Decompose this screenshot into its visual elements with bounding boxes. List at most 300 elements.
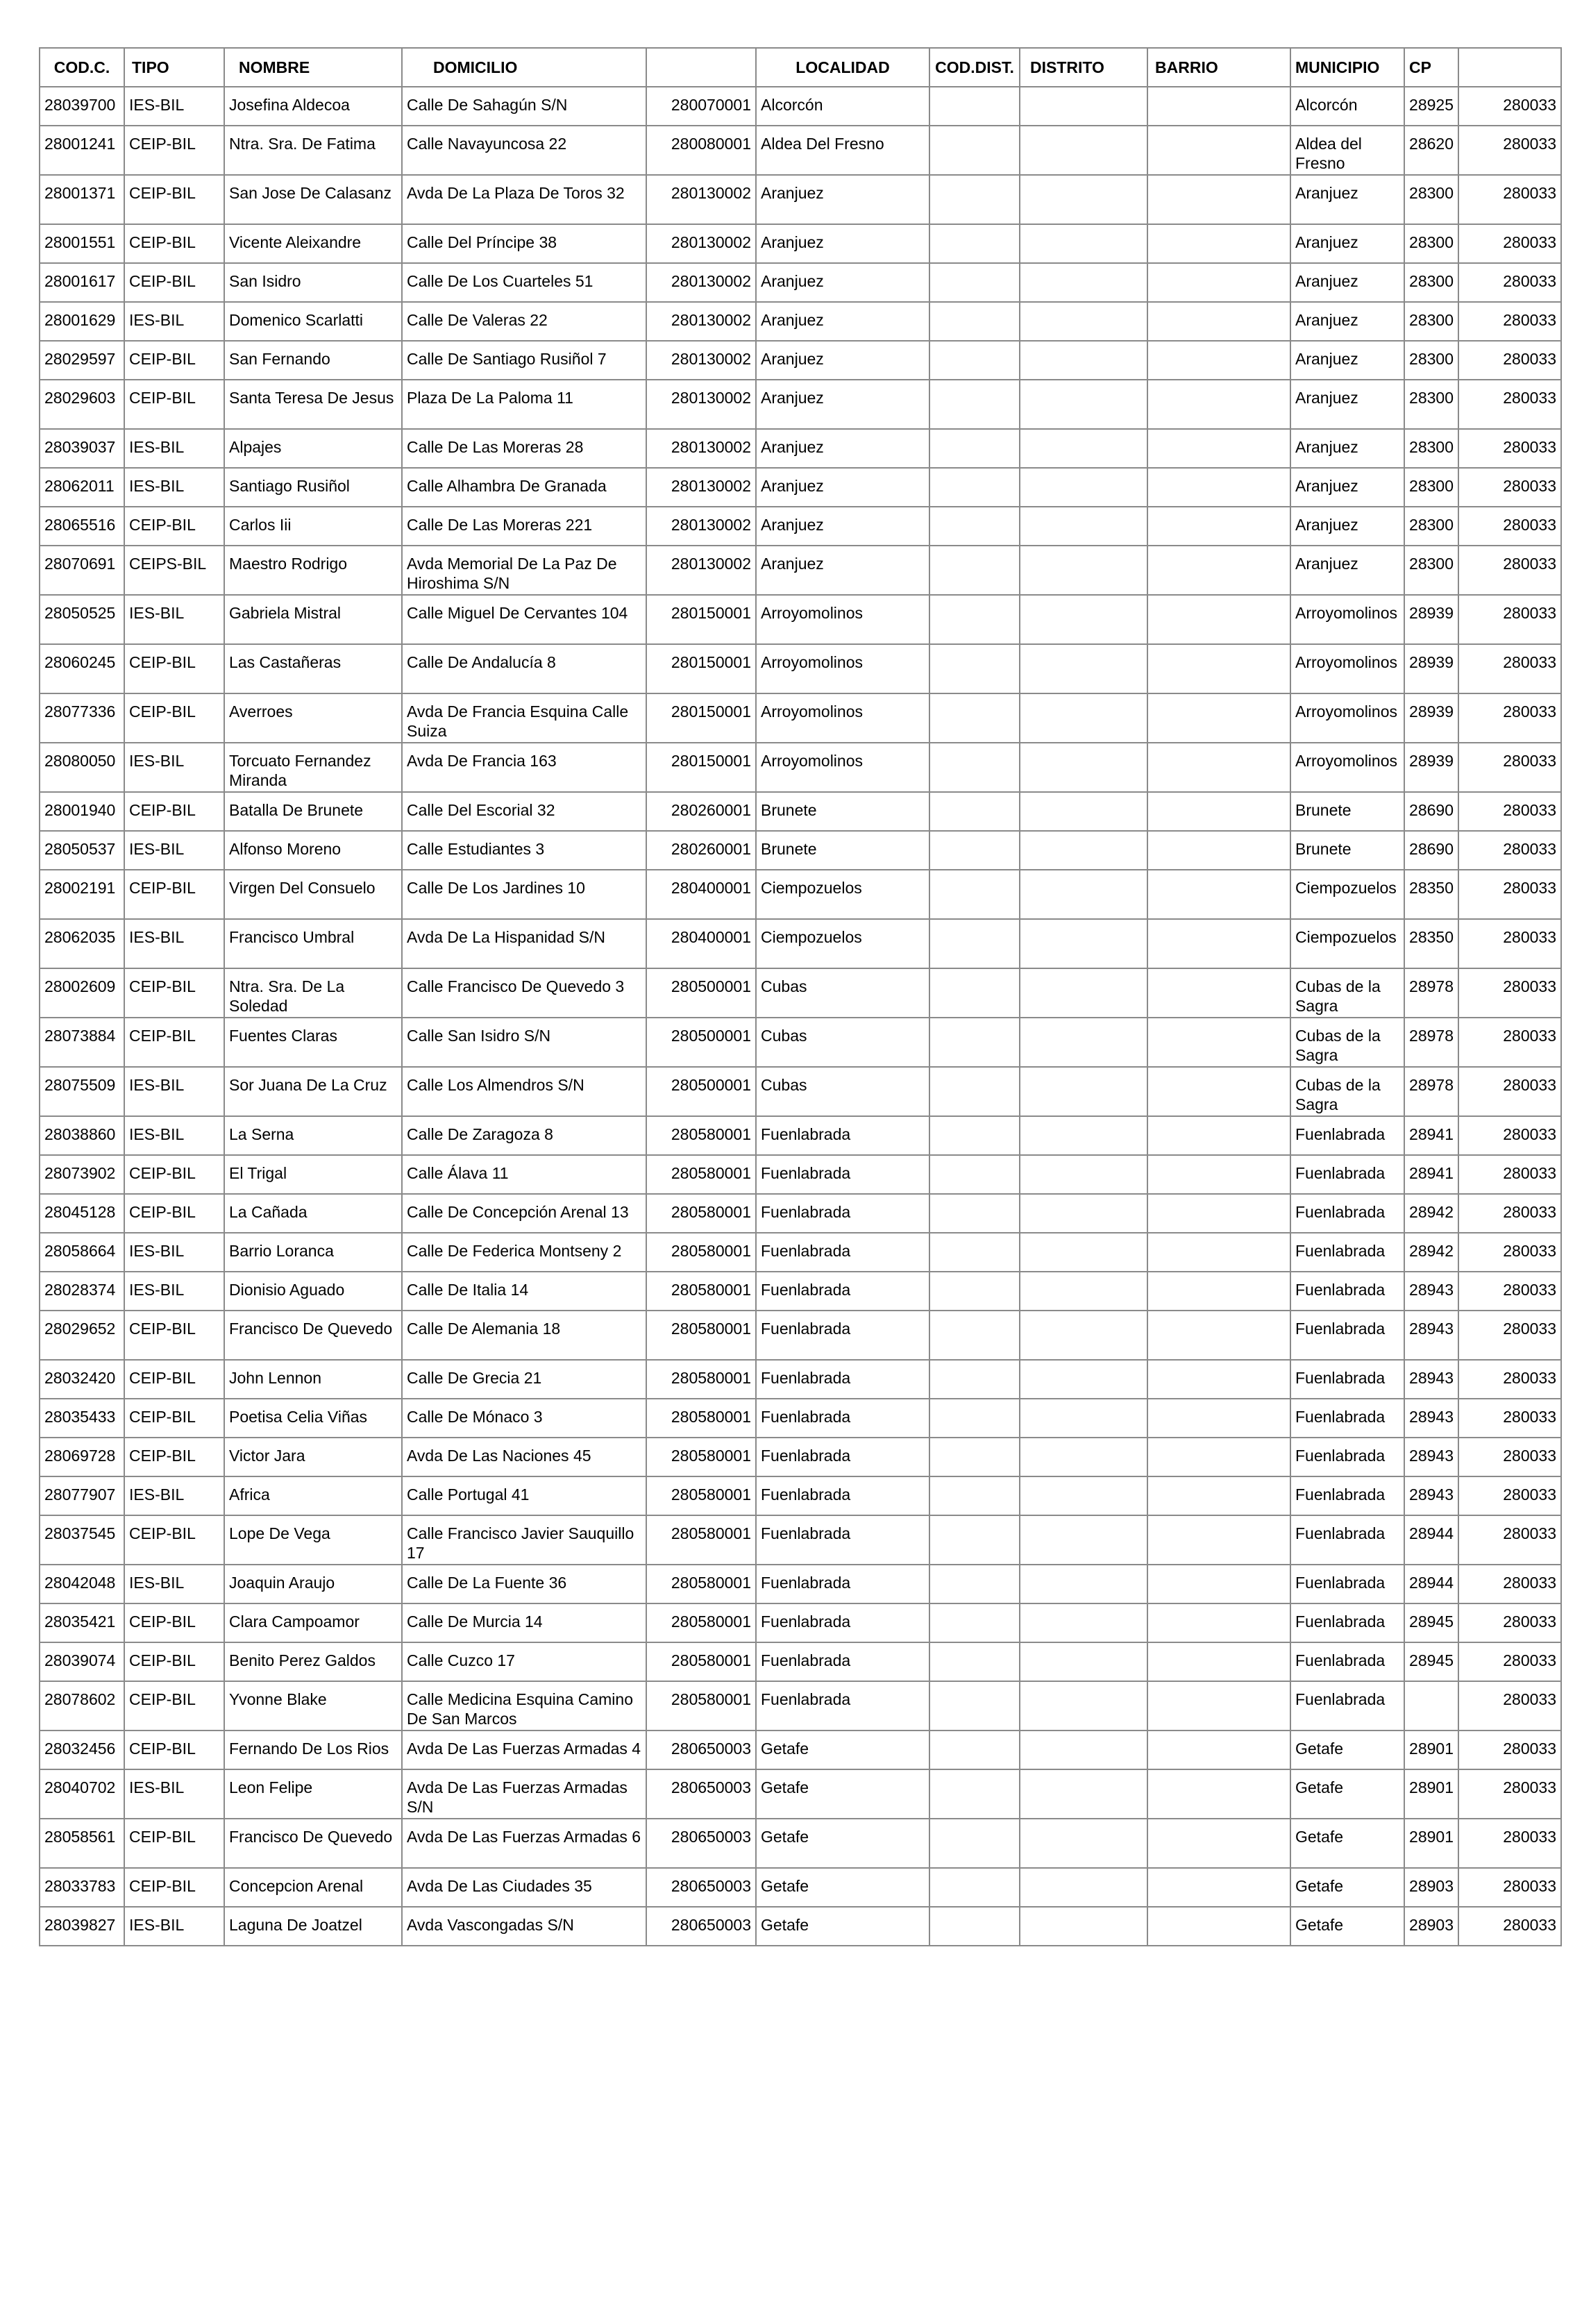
cell-distrito [1020, 1272, 1147, 1311]
cell-municipio: Arroyomolinos [1290, 693, 1404, 743]
header-blank-1 [646, 48, 756, 87]
cell-cod-dist [929, 1155, 1020, 1194]
cell-nombre: Francisco Umbral [224, 919, 402, 968]
cell-nombre: Ntra. Sra. De La Soledad [224, 968, 402, 1018]
table-row [40, 743, 1561, 792]
cell-barrio [1147, 87, 1290, 126]
cell-domicilio: Calle De Los Cuarteles 51 [402, 263, 646, 302]
cell-localidad: Ciempozuelos [756, 870, 929, 919]
cell-municipio: Aranjuez [1290, 380, 1404, 429]
cell-nombre: Sor Juana De La Cruz [224, 1067, 402, 1116]
cell-cod-dist [929, 831, 1020, 870]
table-row [40, 1868, 1561, 1907]
cell-cod-c: 28078602 [40, 1681, 124, 1731]
cell-barrio [1147, 1868, 1290, 1907]
cell-distrito [1020, 87, 1147, 126]
cell-cod-c: 28001940 [40, 792, 124, 831]
cell-localidad: Fuenlabrada [756, 1565, 929, 1603]
cell-distrito [1020, 175, 1147, 224]
cell-codigo: 280130002 [646, 380, 756, 429]
cell-domicilio: Calle De Zaragoza 8 [402, 1116, 646, 1155]
cell-localidad: Fuenlabrada [756, 1116, 929, 1155]
table-row [40, 1233, 1561, 1272]
cell-codigo: 280650003 [646, 1731, 756, 1769]
cell-cod-dist [929, 126, 1020, 175]
cell-localidad: Fuenlabrada [756, 1681, 929, 1731]
cell-cod-c: 28062035 [40, 919, 124, 968]
cell-cp: 28939 [1404, 644, 1458, 693]
cell-codigo-ext: 280033 [1458, 1438, 1561, 1476]
cell-cod-c: 28070691 [40, 546, 124, 595]
cell-cp: 28945 [1404, 1603, 1458, 1642]
cell-municipio: Fuenlabrada [1290, 1399, 1404, 1438]
cell-codigo: 280580001 [646, 1233, 756, 1272]
cell-cod-dist [929, 644, 1020, 693]
cell-codigo-ext: 280033 [1458, 743, 1561, 792]
cell-codigo-ext: 280033 [1458, 1360, 1561, 1399]
cell-distrito [1020, 1642, 1147, 1681]
cell-domicilio: Avda De Las Fuerzas Armadas 4 [402, 1731, 646, 1769]
cell-tipo: CEIP-BIL [124, 507, 224, 546]
cell-localidad: Aranjuez [756, 380, 929, 429]
cell-tipo: IES-BIL [124, 302, 224, 341]
cell-distrito [1020, 831, 1147, 870]
cell-tipo: CEIP-BIL [124, 870, 224, 919]
cell-codigo-ext: 280033 [1458, 1194, 1561, 1233]
cell-barrio [1147, 1067, 1290, 1116]
cell-distrito [1020, 1868, 1147, 1907]
cell-localidad: Fuenlabrada [756, 1603, 929, 1642]
cell-cod-c: 28037545 [40, 1515, 124, 1565]
cell-localidad: Aranjuez [756, 507, 929, 546]
cell-domicilio: Calle Del Príncipe 38 [402, 224, 646, 263]
cell-codigo-ext: 280033 [1458, 302, 1561, 341]
table-row [40, 224, 1561, 263]
cell-cp: 28943 [1404, 1360, 1458, 1399]
cell-distrito [1020, 546, 1147, 595]
cell-cp: 28300 [1404, 380, 1458, 429]
cell-localidad: Aranjuez [756, 175, 929, 224]
cell-nombre: Francisco De Quevedo [224, 1311, 402, 1360]
table-row [40, 870, 1561, 919]
cell-distrito [1020, 1018, 1147, 1067]
cell-codigo-ext: 280033 [1458, 1155, 1561, 1194]
cell-tipo: CEIP-BIL [124, 1194, 224, 1233]
cell-distrito [1020, 1116, 1147, 1155]
cell-domicilio: Calle De La Fuente 36 [402, 1565, 646, 1603]
cell-cod-dist [929, 341, 1020, 380]
cell-cod-dist [929, 1515, 1020, 1565]
cell-nombre: Santa Teresa De Jesus [224, 380, 402, 429]
cell-cp: 28978 [1404, 968, 1458, 1018]
cell-cp: 28943 [1404, 1272, 1458, 1311]
cell-cod-c: 28002191 [40, 870, 124, 919]
cell-tipo: CEIP-BIL [124, 1311, 224, 1360]
cell-nombre: Josefina Aldecoa [224, 87, 402, 126]
cell-domicilio: Calle De Murcia 14 [402, 1603, 646, 1642]
cell-cod-c: 28050537 [40, 831, 124, 870]
cell-distrito [1020, 1769, 1147, 1819]
cell-nombre: Lope De Vega [224, 1515, 402, 1565]
cell-cod-c: 28035433 [40, 1399, 124, 1438]
cell-codigo: 280150001 [646, 693, 756, 743]
cell-localidad: Brunete [756, 831, 929, 870]
cell-municipio: Fuenlabrada [1290, 1681, 1404, 1731]
header-municipio: MUNICIPIO [1290, 48, 1404, 87]
cell-codigo-ext: 280033 [1458, 1819, 1561, 1868]
cell-codigo-ext: 280033 [1458, 263, 1561, 302]
cell-municipio: Fuenlabrada [1290, 1476, 1404, 1515]
table-header-row [40, 48, 1561, 87]
table-row [40, 1438, 1561, 1476]
cell-barrio [1147, 1360, 1290, 1399]
cell-tipo: CEIP-BIL [124, 1155, 224, 1194]
table-row [40, 1731, 1561, 1769]
cell-nombre: Joaquin Araujo [224, 1565, 402, 1603]
table-row [40, 968, 1561, 1018]
cell-cod-dist [929, 968, 1020, 1018]
cell-cod-dist [929, 1311, 1020, 1360]
table-row [40, 644, 1561, 693]
cell-barrio [1147, 1515, 1290, 1565]
cell-domicilio: Calle Álava 11 [402, 1155, 646, 1194]
cell-cp: 28901 [1404, 1819, 1458, 1868]
cell-codigo: 280580001 [646, 1565, 756, 1603]
cell-codigo-ext: 280033 [1458, 1233, 1561, 1272]
cell-codigo: 280580001 [646, 1272, 756, 1311]
cell-codigo-ext: 280033 [1458, 380, 1561, 429]
table-row [40, 1819, 1561, 1868]
cell-municipio: Aranjuez [1290, 224, 1404, 263]
cell-cod-c: 28001551 [40, 224, 124, 263]
header-blank-2 [1458, 48, 1561, 87]
cell-cod-c: 28039074 [40, 1642, 124, 1681]
cell-cod-dist [929, 693, 1020, 743]
cell-cod-dist [929, 546, 1020, 595]
cell-cod-c: 28039037 [40, 429, 124, 468]
cell-nombre: Fuentes Claras [224, 1018, 402, 1067]
cell-municipio: Fuenlabrada [1290, 1603, 1404, 1642]
cell-municipio: Aranjuez [1290, 175, 1404, 224]
cell-codigo-ext: 280033 [1458, 870, 1561, 919]
cell-codigo: 280580001 [646, 1642, 756, 1681]
cell-distrito [1020, 919, 1147, 968]
table-row [40, 1515, 1561, 1565]
cell-codigo-ext: 280033 [1458, 1311, 1561, 1360]
cell-cp: 28939 [1404, 743, 1458, 792]
schools-table [39, 47, 1562, 1946]
cell-codigo-ext: 280033 [1458, 468, 1561, 507]
cell-codigo-ext: 280033 [1458, 1907, 1561, 1946]
cell-codigo-ext: 280033 [1458, 1731, 1561, 1769]
cell-localidad: Alcorcón [756, 87, 929, 126]
cell-cp: 28300 [1404, 341, 1458, 380]
cell-domicilio: Avda De Francia 163 [402, 743, 646, 792]
cell-barrio [1147, 1769, 1290, 1819]
cell-cod-c: 28001371 [40, 175, 124, 224]
cell-codigo: 280580001 [646, 1399, 756, 1438]
cell-cp: 28978 [1404, 1018, 1458, 1067]
table-row [40, 175, 1561, 224]
cell-codigo-ext: 280033 [1458, 507, 1561, 546]
cell-tipo: IES-BIL [124, 1067, 224, 1116]
cell-tipo: CEIP-BIL [124, 968, 224, 1018]
table-row [40, 1018, 1561, 1067]
cell-municipio: Aranjuez [1290, 302, 1404, 341]
cell-municipio: Aranjuez [1290, 263, 1404, 302]
cell-distrito [1020, 263, 1147, 302]
table-row [40, 1155, 1561, 1194]
cell-municipio: Brunete [1290, 831, 1404, 870]
cell-codigo-ext: 280033 [1458, 1067, 1561, 1116]
cell-cp: 28620 [1404, 126, 1458, 175]
cell-domicilio: Plaza De La Paloma 11 [402, 380, 646, 429]
cell-nombre: Fernando De Los Rios [224, 1731, 402, 1769]
cell-cod-c: 28038860 [40, 1116, 124, 1155]
cell-cp: 28300 [1404, 546, 1458, 595]
cell-domicilio: Calle De Alemania 18 [402, 1311, 646, 1360]
cell-barrio [1147, 507, 1290, 546]
cell-cp: 28944 [1404, 1565, 1458, 1603]
cell-cod-dist [929, 1360, 1020, 1399]
cell-tipo: CEIP-BIL [124, 1018, 224, 1067]
cell-codigo: 280580001 [646, 1360, 756, 1399]
cell-domicilio: Calle Estudiantes 3 [402, 831, 646, 870]
cell-tipo: IES-BIL [124, 1116, 224, 1155]
cell-nombre: Yvonne Blake [224, 1681, 402, 1731]
cell-nombre: San Jose De Calasanz [224, 175, 402, 224]
cell-barrio [1147, 546, 1290, 595]
cell-codigo: 280580001 [646, 1155, 756, 1194]
cell-localidad: Getafe [756, 1907, 929, 1946]
cell-tipo: IES-BIL [124, 1565, 224, 1603]
cell-codigo-ext: 280033 [1458, 595, 1561, 644]
cell-nombre: Concepcion Arenal [224, 1868, 402, 1907]
cell-codigo: 280150001 [646, 644, 756, 693]
cell-municipio: Getafe [1290, 1769, 1404, 1819]
cell-nombre: Clara Campoamor [224, 1603, 402, 1642]
table-row [40, 1642, 1561, 1681]
cell-distrito [1020, 1360, 1147, 1399]
cell-barrio [1147, 1194, 1290, 1233]
cell-municipio: Fuenlabrada [1290, 1565, 1404, 1603]
cell-municipio: Fuenlabrada [1290, 1438, 1404, 1476]
cell-codigo: 280130002 [646, 175, 756, 224]
cell-localidad: Getafe [756, 1868, 929, 1907]
cell-cod-dist [929, 1399, 1020, 1438]
cell-tipo: CEIP-BIL [124, 1399, 224, 1438]
table-row [40, 1116, 1561, 1155]
cell-domicilio: Avda De Las Fuerzas Armadas 6 [402, 1819, 646, 1868]
cell-codigo: 280400001 [646, 919, 756, 968]
cell-cp: 28978 [1404, 1067, 1458, 1116]
header-barrio: BARRIO [1147, 48, 1290, 87]
cell-domicilio: Calle De Andalucía 8 [402, 644, 646, 693]
cell-cp: 28300 [1404, 302, 1458, 341]
cell-cod-c: 28077907 [40, 1476, 124, 1515]
cell-distrito [1020, 743, 1147, 792]
cell-barrio [1147, 1438, 1290, 1476]
cell-codigo: 280400001 [646, 870, 756, 919]
cell-cp: 28690 [1404, 831, 1458, 870]
table-row [40, 1067, 1561, 1116]
cell-nombre: El Trigal [224, 1155, 402, 1194]
cell-domicilio: Calle Del Escorial 32 [402, 792, 646, 831]
cell-codigo-ext: 280033 [1458, 1018, 1561, 1067]
cell-nombre: Vicente Aleixandre [224, 224, 402, 263]
cell-localidad: Brunete [756, 792, 929, 831]
cell-distrito [1020, 341, 1147, 380]
cell-domicilio: Calle De Las Moreras 221 [402, 507, 646, 546]
cell-domicilio: Avda De La Plaza De Toros 32 [402, 175, 646, 224]
cell-barrio [1147, 919, 1290, 968]
cell-codigo: 280150001 [646, 743, 756, 792]
cell-barrio [1147, 1819, 1290, 1868]
cell-tipo: CEIP-BIL [124, 263, 224, 302]
cell-tipo: CEIP-BIL [124, 224, 224, 263]
cell-tipo: CEIP-BIL [124, 1642, 224, 1681]
cell-nombre: Batalla De Brunete [224, 792, 402, 831]
cell-municipio: Fuenlabrada [1290, 1272, 1404, 1311]
cell-cod-c: 28045128 [40, 1194, 124, 1233]
cell-cod-dist [929, 380, 1020, 429]
cell-cod-c: 28062011 [40, 468, 124, 507]
cell-nombre: Santiago Rusiñol [224, 468, 402, 507]
cell-municipio: Fuenlabrada [1290, 1155, 1404, 1194]
cell-codigo: 280580001 [646, 1311, 756, 1360]
cell-cod-dist [929, 468, 1020, 507]
table-row [40, 341, 1561, 380]
table-row [40, 468, 1561, 507]
cell-cod-dist [929, 1565, 1020, 1603]
cell-municipio: Fuenlabrada [1290, 1194, 1404, 1233]
cell-barrio [1147, 1565, 1290, 1603]
cell-municipio: Fuenlabrada [1290, 1515, 1404, 1565]
cell-localidad: Arroyomolinos [756, 693, 929, 743]
cell-nombre: Torcuato Fernandez Miranda [224, 743, 402, 792]
cell-distrito [1020, 1438, 1147, 1476]
cell-nombre: Francisco De Quevedo [224, 1819, 402, 1868]
cell-localidad: Aranjuez [756, 302, 929, 341]
cell-codigo-ext: 280033 [1458, 224, 1561, 263]
cell-cp: 28942 [1404, 1194, 1458, 1233]
table-row [40, 693, 1561, 743]
cell-cod-dist [929, 919, 1020, 968]
cell-cod-c: 28032420 [40, 1360, 124, 1399]
cell-distrito [1020, 1819, 1147, 1868]
header-cod-c: COD.C. [40, 48, 124, 87]
cell-barrio [1147, 1311, 1290, 1360]
cell-domicilio: Calle Miguel De Cervantes 104 [402, 595, 646, 644]
cell-cod-dist [929, 743, 1020, 792]
cell-municipio: Fuenlabrada [1290, 1116, 1404, 1155]
cell-municipio: Aranjuez [1290, 546, 1404, 595]
cell-barrio [1147, 1272, 1290, 1311]
cell-distrito [1020, 1907, 1147, 1946]
cell-cp: 28903 [1404, 1907, 1458, 1946]
cell-distrito [1020, 1476, 1147, 1515]
cell-cod-c: 28002609 [40, 968, 124, 1018]
cell-codigo: 280580001 [646, 1681, 756, 1731]
cell-municipio: Aranjuez [1290, 507, 1404, 546]
cell-municipio: Ciempozuelos [1290, 870, 1404, 919]
cell-barrio [1147, 1233, 1290, 1272]
cell-municipio: Ciempozuelos [1290, 919, 1404, 968]
cell-codigo-ext: 280033 [1458, 87, 1561, 126]
cell-cod-c: 28058664 [40, 1233, 124, 1272]
cell-municipio: Cubas de la Sagra [1290, 968, 1404, 1018]
cell-tipo: CEIP-BIL [124, 1731, 224, 1769]
cell-localidad: Fuenlabrada [756, 1360, 929, 1399]
cell-tipo: IES-BIL [124, 1769, 224, 1819]
table-row [40, 1907, 1561, 1946]
cell-codigo: 280650003 [646, 1868, 756, 1907]
cell-nombre: Poetisa Celia Viñas [224, 1399, 402, 1438]
cell-localidad: Fuenlabrada [756, 1642, 929, 1681]
cell-localidad: Cubas [756, 968, 929, 1018]
table-row [40, 546, 1561, 595]
cell-barrio [1147, 1155, 1290, 1194]
table-row [40, 1476, 1561, 1515]
cell-codigo-ext: 280033 [1458, 126, 1561, 175]
cell-localidad: Ciempozuelos [756, 919, 929, 968]
cell-codigo-ext: 280033 [1458, 1515, 1561, 1565]
cell-codigo-ext: 280033 [1458, 693, 1561, 743]
cell-domicilio: Calle Francisco Javier Sauquillo 17 [402, 1515, 646, 1565]
cell-nombre: Gabriela Mistral [224, 595, 402, 644]
cell-localidad: Aranjuez [756, 429, 929, 468]
cell-municipio: Arroyomolinos [1290, 595, 1404, 644]
cell-localidad: Fuenlabrada [756, 1515, 929, 1565]
cell-localidad: Aranjuez [756, 263, 929, 302]
cell-tipo: CEIP-BIL [124, 126, 224, 175]
cell-tipo: CEIP-BIL [124, 1681, 224, 1731]
cell-domicilio: Calle De Grecia 21 [402, 1360, 646, 1399]
cell-localidad: Cubas [756, 1067, 929, 1116]
cell-barrio [1147, 968, 1290, 1018]
cell-domicilio: Calle De Sahagún S/N [402, 87, 646, 126]
cell-tipo: IES-BIL [124, 831, 224, 870]
cell-nombre: Barrio Loranca [224, 1233, 402, 1272]
cell-cod-c: 28040702 [40, 1769, 124, 1819]
cell-cod-c: 28001629 [40, 302, 124, 341]
cell-cod-dist [929, 1819, 1020, 1868]
cell-tipo: IES-BIL [124, 468, 224, 507]
cell-cod-dist [929, 175, 1020, 224]
cell-cp: 28690 [1404, 792, 1458, 831]
cell-nombre: Victor Jara [224, 1438, 402, 1476]
cell-cod-c: 28060245 [40, 644, 124, 693]
cell-codigo-ext: 280033 [1458, 429, 1561, 468]
cell-distrito [1020, 224, 1147, 263]
cell-cp: 28903 [1404, 1868, 1458, 1907]
cell-barrio [1147, 792, 1290, 831]
cell-distrito [1020, 380, 1147, 429]
cell-nombre: John Lennon [224, 1360, 402, 1399]
cell-distrito [1020, 644, 1147, 693]
cell-municipio: Fuenlabrada [1290, 1233, 1404, 1272]
cell-barrio [1147, 341, 1290, 380]
cell-codigo: 280580001 [646, 1603, 756, 1642]
cell-nombre: Ntra. Sra. De Fatima [224, 126, 402, 175]
cell-tipo: CEIP-BIL [124, 380, 224, 429]
cell-codigo-ext: 280033 [1458, 1476, 1561, 1515]
cell-codigo-ext: 280033 [1458, 1681, 1561, 1731]
cell-barrio [1147, 380, 1290, 429]
cell-cod-c: 28033783 [40, 1868, 124, 1907]
cell-codigo-ext: 280033 [1458, 644, 1561, 693]
cell-domicilio: Calle De Concepción Arenal 13 [402, 1194, 646, 1233]
